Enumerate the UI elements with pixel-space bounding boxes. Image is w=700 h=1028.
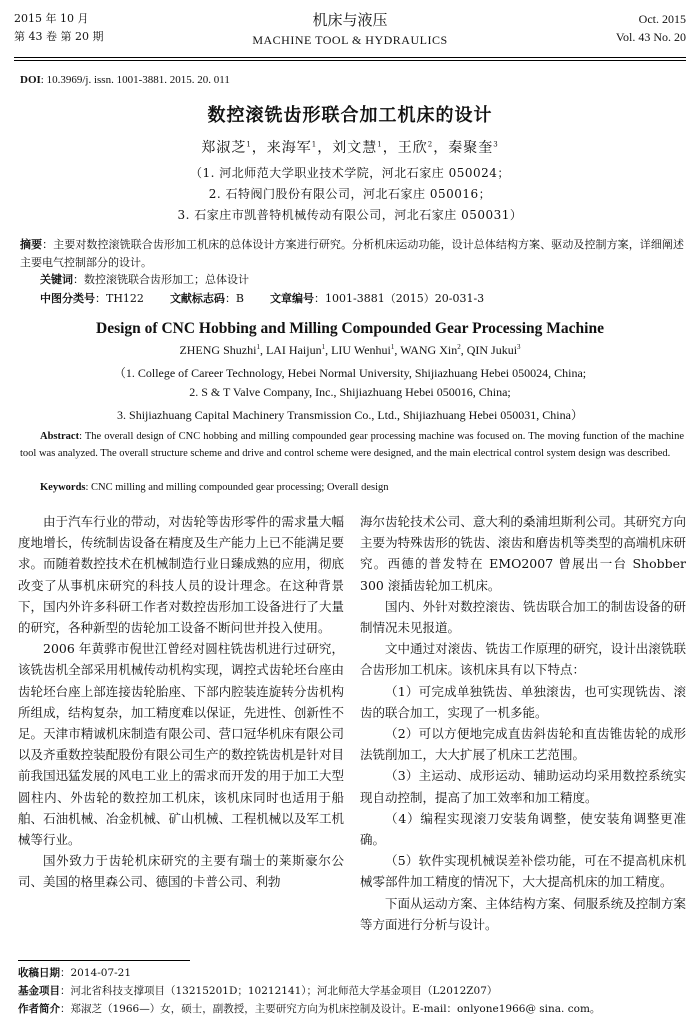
author-name: LAI Haijun bbox=[265, 343, 322, 357]
affiliation-cn-1: （1. 河北师范大学职业技术学院，河北石家庄 050024； bbox=[190, 166, 510, 180]
author-affiliation-mark: 1 bbox=[256, 343, 260, 351]
author-name: LIU Wenhui bbox=[331, 343, 391, 357]
header-rule bbox=[14, 57, 686, 58]
body-paragraph: （5）软件实现机械误差补偿功能，可在不提高机床机械零部件加工精度的情况下，大大提高机床的加工精度。 bbox=[360, 853, 686, 890]
body-paragraph: （2）可以方便地完成直齿斜齿轮和直齿锥齿轮的成形法铣削加工，大大扩展了机床工艺范围。 bbox=[360, 726, 686, 763]
header-rule-thin bbox=[14, 60, 686, 61]
author-name: ZHENG Shuzhi bbox=[179, 343, 257, 357]
author-affiliation-mark: 1 bbox=[246, 140, 252, 149]
author-affiliation-mark: 3 bbox=[493, 140, 499, 149]
author-affiliation-mark: 2 bbox=[427, 140, 434, 149]
keywords-en: Keywords: CNC milling and milling compounded gear processing; Overall design bbox=[40, 482, 389, 493]
body-paragraph: （4）编程实现滚刀安装角调整，使安装角调整更准确。 bbox=[360, 810, 686, 848]
running-header bbox=[14, 10, 686, 54]
affiliation-en-3: 3. Shijiazhuang Capital Machinery Transmission Co., Ltd., Shijiazhuang Hebei 050031, China） bbox=[117, 408, 583, 422]
author-affiliation-mark: 2 bbox=[457, 343, 461, 351]
author-separator: , bbox=[394, 343, 401, 357]
abstract-en: Abstract: The overall design of CNC hobbing and milling compounded gear processing machine was focused on. The moving function of the machine tool was analyzed. The overall structure scheme and drive and control scheme were designed, and the main electrical control system design was described. bbox=[20, 431, 684, 459]
author-affiliation-mark: 1 bbox=[377, 140, 383, 149]
footnote-received: 收稿日期：2014-07-21 bbox=[18, 967, 132, 979]
issue-date-en: Oct. 2015 Vol. 43 No. 20 bbox=[615, 12, 686, 44]
body-paragraph: 国外致力于齿轮机床研究的主要有瑞士的莱斯豪尔公司、美国的格里森公司、德国的卡普公司、利勃 bbox=[18, 853, 344, 890]
author-separator: ， bbox=[433, 140, 449, 156]
footnote-fund: 基金项目：河北省科技支撑项目（13215201D；10212141）；河北师范大学基金项目（L2012Z07） bbox=[18, 985, 498, 997]
page-title-en: Design of CNC Hobbing and Milling Compounded Gear Processing Machine bbox=[96, 320, 604, 337]
affiliation-cn-3: 3. 石家庄市凯普特机械传动有限公司，河北石家庄 050031） bbox=[177, 208, 523, 222]
body-paragraph: 海尔齿轮技术公司、意大利的桑浦坦斯利公司。其研究方向主要为特殊齿形的铣齿、滚齿和磨齿机等类型的高端机床研究。西德的普发特在 EMO2007 曾展出一台 Shobber 300 滚插齿轮加工机床。 bbox=[360, 514, 686, 593]
authors-cn bbox=[0, 137, 700, 157]
footnote-author: 作者简介：郑淑芝（1966—）女，硕士，副教授，主要研究方向为机床控制及设计。E-mail：onlyone1966@ sina. com。 bbox=[18, 1003, 601, 1015]
body-paragraph: 2006 年黄骅市倪世江曾经对圆柱铣齿机进行过研究，该铣齿机全部采用机械传动机构实现，调控式齿轮坯台座由齿轮坯台座上部连接齿轮胎座、下部内腔装连旋转分齿机构所组成，结构复杂，加工精度难以保证，先进性、创新性不足。天津市精诚机床制造有限公司、营口冠华机床有限公司以及齐重数控装配股份有限公司生产的数控铣齿机是针对目前我国迅猛发展的风电工业上的需求而开发的用于加工大型圆柱内、外齿轮的数控加工机床，该机床同时也适用于船舶、石油机械、冶金机械、矿山机械、工程机械以及军工机械等行业。 bbox=[18, 641, 344, 848]
author-affiliation-mark: 1 bbox=[311, 140, 318, 149]
author-name: WANG Xin bbox=[400, 343, 458, 357]
author-name: 王欣 bbox=[397, 140, 428, 156]
author-affiliation-mark: 1 bbox=[321, 343, 326, 351]
abstract-cn: 摘要：主要对数控滚铣联合齿形加工机床的总体设计方案进行研究。分析机床运动功能，设计总体结构方案、驱动及控制方案，详细阐述主要电气控制部分的设计。 bbox=[20, 238, 685, 269]
body-paragraph: 由于汽车行业的带动，对齿轮等齿形零件的需求量大幅度地增长，传统制齿设备在精度及生产能力上已不能满足要求。而随着数控技术在机械制造行业日臻成熟的应用，彻底改变了从事机床研究的科技人员的设计理念。在这种背景下，国内外许多科研工作者对数控齿形加工设备进行了大量的研究，各种新型的齿轮加工设备不断问世并投入使用。 bbox=[18, 514, 344, 636]
affiliation-en-1: （1. College of Career Technology, Hebei Normal University, Shijiazhuang Hebei 050024, China; bbox=[113, 366, 587, 380]
journal-name-en: MACHINE TOOL & HYDRAULICS bbox=[252, 33, 448, 47]
issue-date-cn: 2015 年 10 月 第 43 卷 第 20 期 bbox=[14, 12, 104, 43]
author-separator: ， bbox=[382, 140, 398, 156]
author-affiliation-mark: 3 bbox=[517, 343, 521, 351]
author-name: 秦聚奎 bbox=[448, 140, 494, 156]
author-separator: ， bbox=[251, 140, 267, 156]
author-separator: , bbox=[325, 343, 332, 357]
body-paragraph: 国内、外针对数控滚齿、铣齿联合加工的制齿设备的研制情况未见报道。 bbox=[360, 598, 686, 636]
author-affiliation-mark: 1 bbox=[390, 343, 395, 351]
author-separator: , bbox=[259, 343, 266, 357]
author-separator: ， bbox=[317, 140, 333, 156]
affiliation-cn-2: 2. 石特阀门股份有限公司，河北石家庄 050016； bbox=[208, 187, 492, 201]
footnote-rule bbox=[18, 960, 190, 961]
body-paragraph: （3）主运动、成形运动、辅助运动均采用数控系统实现自动控制，提高了加工效率和加工精度。 bbox=[360, 768, 686, 805]
keywords-cn: 关键词：数控滚铣联合齿形加工；总体设计 bbox=[40, 273, 249, 286]
page-title-cn: 数控滚铣齿形联合加工机床的设计 bbox=[207, 105, 493, 126]
author-name: QIN Jukui bbox=[466, 343, 518, 357]
journal-name bbox=[14, 10, 686, 50]
body-paragraph: 下面从运动方案、主体结构方案、伺服系统及控制方案等方面进行分析与设计。 bbox=[360, 895, 686, 932]
affiliation-en-2: 2. S & T Valve Company, Inc., Shijiazhuang Hebei 050016, China; bbox=[189, 385, 511, 399]
doi: DOI: 10.3969/j. issn. 1001-3881. 2015. 20. 011 bbox=[20, 74, 230, 86]
body-column-right bbox=[360, 511, 686, 935]
classification-line: 中图分类号：TH122 文献标志码：B 文章编号：1001-3881（2015）20-031-3 bbox=[40, 292, 485, 305]
author-name: 刘文慧 bbox=[332, 140, 378, 156]
author-name: 郑淑芝 bbox=[201, 140, 247, 156]
author-name: 来海军 bbox=[266, 140, 312, 156]
body-paragraph: （1）可完成单独铣齿、单独滚齿，也可实现铣齿、滚齿的联合加工，实现了一机多能。 bbox=[360, 683, 686, 720]
body-paragraph: 文中通过对滚齿、铣齿工作原理的研究，设计出滚铣联合齿形加工机床。该机床具有以下特点： bbox=[360, 641, 686, 678]
author-separator: , bbox=[460, 343, 467, 357]
journal-name-cn: 机床与液压 bbox=[312, 11, 388, 29]
authors-en bbox=[0, 343, 700, 358]
body-column-left bbox=[18, 511, 344, 893]
